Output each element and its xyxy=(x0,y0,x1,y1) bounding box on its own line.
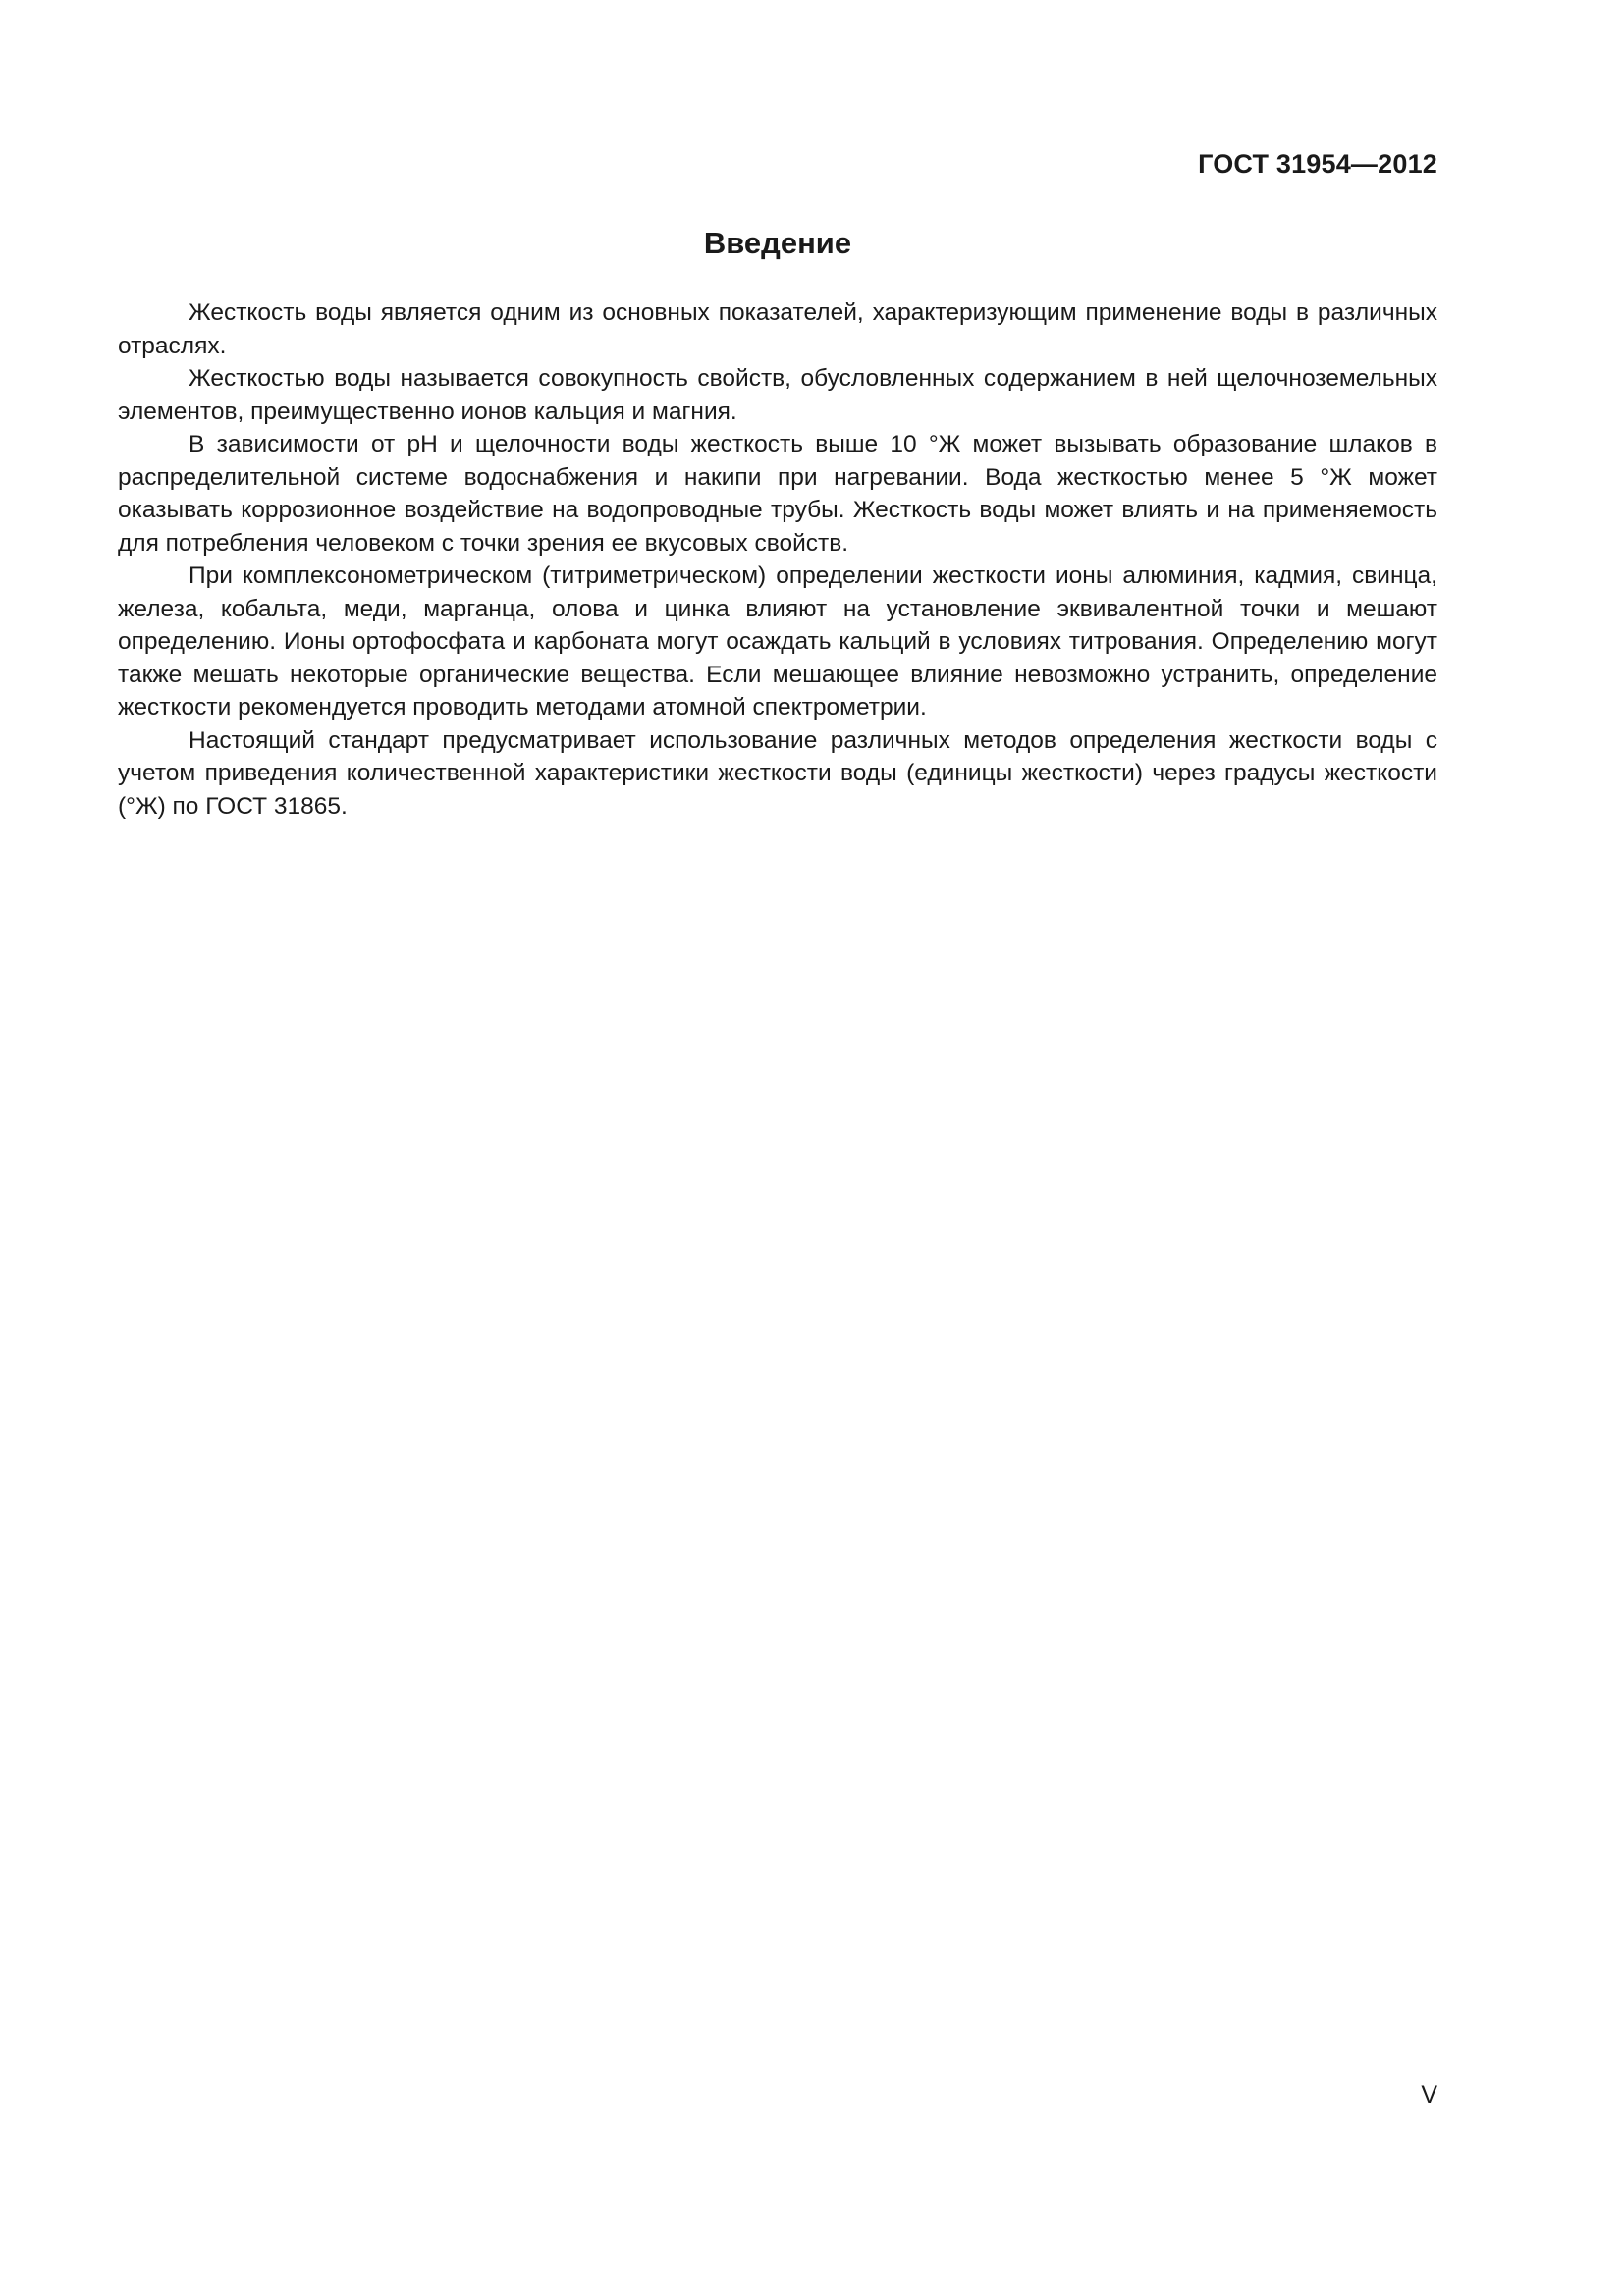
introduction-body xyxy=(118,296,1437,823)
paragraph-3: В зависимости от pH и щелочности воды жесткость выше 10 °Ж может вызывать образование шлаков в распределительной системе водоснабжения и накипи при нагревании. Вода жесткостью менее 5 °Ж может оказывать коррозионное воздействие на водопроводные трубы. Жесткость воды может влиять и на применяемость для потребления человеком с точки зрения ее вкусовых свойств. xyxy=(118,431,1437,557)
page-number: V xyxy=(1421,2081,1437,2109)
paragraph-4: При комплексонометрическом (титриметрическом) определении жесткости ионы алюминия, кадмия, свинца, железа, кобальта, меди, марганца, олова и цинка влияют на установление эквивалентной точки и мешают определению. Ионы ортофосфата и карбоната могут осаждать кальций в условиях титрования. Определению могут также мешать некоторые органические вещества. Если мешающее влияние невозможно устранить, определение жесткости рекомендуется проводить методами атомной спектрометрии. xyxy=(118,562,1437,721)
paragraph-5: Настоящий стандарт предусматривает использование различных методов определения жесткости воды с учетом приведения количественной характеристики жесткости воды (единицы жесткости) через градусы жесткости (°Ж) по ГОСТ 31865. xyxy=(118,726,1437,820)
document-code: ГОСТ 31954—2012 xyxy=(1198,149,1437,179)
section-title: Введение xyxy=(703,226,852,260)
paragraph-2: Жесткостью воды называется совокупность свойств, обусловленных содержанием в ней щелочноземельных элементов, преимущественно ионов кальция и магния. xyxy=(118,365,1437,425)
paragraph-1: Жесткость воды является одним из основных показателей, характеризующим применение воды в различных отраслях. xyxy=(118,299,1437,359)
